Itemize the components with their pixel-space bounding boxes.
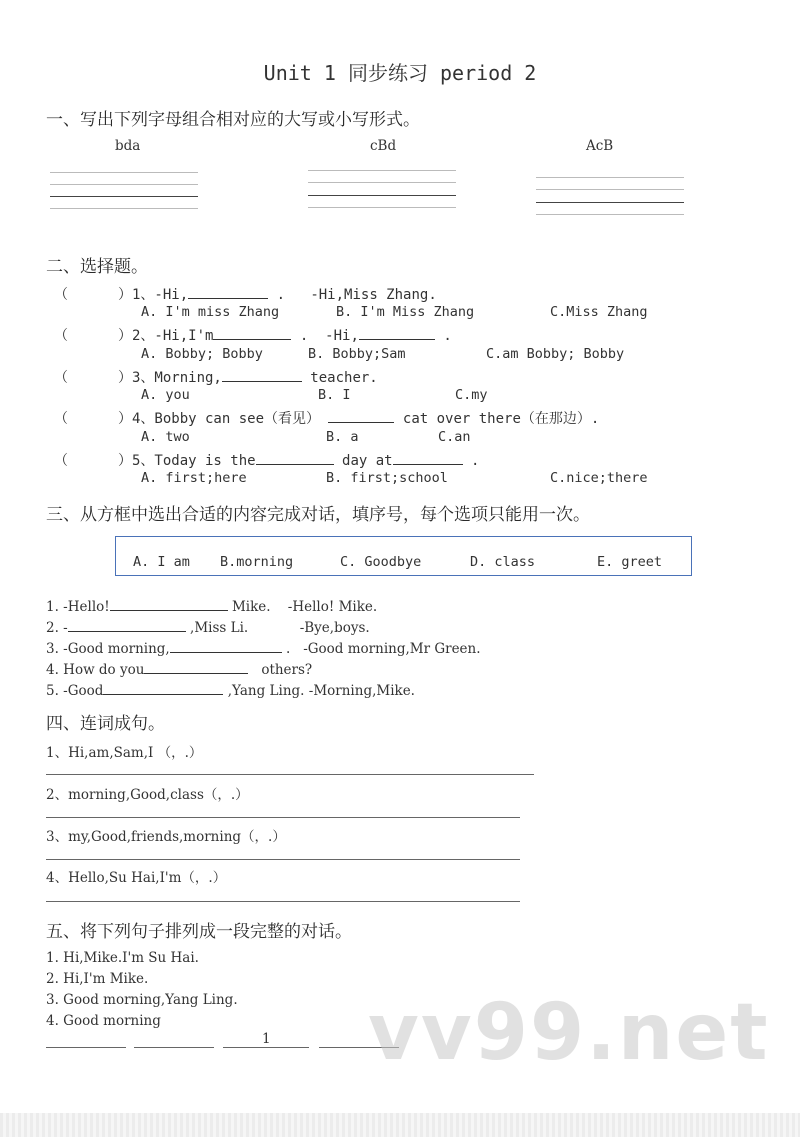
dialogue-5: 5. -Good ,Yang Ling. -Morning,Mike. bbox=[46, 680, 415, 699]
option-1b: B. I'm Miss Zhang bbox=[336, 304, 475, 320]
question-3: ）3、Morning, teacher. bbox=[118, 367, 378, 387]
option-3c: C.my bbox=[455, 387, 488, 403]
word-bank-a: A. I am bbox=[133, 554, 190, 570]
blank[interactable] bbox=[68, 617, 186, 632]
page-title: Unit 1 同步练习 period 2 bbox=[263, 61, 537, 85]
blank[interactable] bbox=[328, 408, 394, 423]
blank[interactable] bbox=[256, 450, 334, 465]
blank[interactable] bbox=[110, 596, 228, 611]
word-bank-e: E. greet bbox=[597, 554, 663, 570]
order-blank-3[interactable] bbox=[223, 1047, 309, 1048]
letter-group-1: bda bbox=[115, 138, 141, 154]
dialogue-2: 2. - ,Miss Li. -Bye,boys. bbox=[46, 617, 370, 636]
option-3b: B. I bbox=[318, 387, 351, 403]
blank[interactable] bbox=[170, 638, 282, 653]
word-bank-c: C. Goodbye bbox=[340, 554, 422, 570]
dialogue-sentence-4: 4. Good morning bbox=[46, 1013, 161, 1029]
watermark: vv99.net bbox=[368, 988, 770, 1078]
section5-heading: 五、将下列句子排列成一段完整的对话。 bbox=[46, 922, 352, 942]
option-2a: A. Bobby; Bobby bbox=[141, 346, 263, 362]
answer-paren-2[interactable]: （ bbox=[54, 328, 68, 344]
blank[interactable] bbox=[213, 325, 291, 340]
order-answer-first: 1 bbox=[262, 1031, 271, 1047]
option-3a: A. you bbox=[141, 387, 190, 403]
letter-group-2: cBd bbox=[370, 138, 397, 154]
option-5c: C.nice;there bbox=[550, 470, 648, 486]
dialogue-1: 1. -Hello! Mike. -Hello! Mike. bbox=[46, 596, 377, 615]
dialogue-3: 3. -Good morning, . -Good morning,Mr Green. bbox=[46, 638, 481, 657]
option-5a: A. first;here bbox=[141, 470, 247, 486]
answer-paren-1[interactable]: （ bbox=[54, 287, 68, 303]
word-bank-d: D. class bbox=[470, 554, 536, 570]
answer-paren-4[interactable]: （ bbox=[54, 411, 68, 427]
question-1: ）1、-Hi, . -Hi,Miss Zhang. bbox=[118, 284, 437, 304]
dialogue-sentence-2: 2. Hi,I'm Mike. bbox=[46, 971, 149, 987]
option-5b: B. first;school bbox=[326, 470, 448, 486]
option-1a: A. I'm miss Zhang bbox=[141, 304, 280, 320]
section4-heading: 四、连词成句。 bbox=[46, 714, 165, 734]
order-blank-2[interactable] bbox=[134, 1047, 214, 1048]
order-blank-1[interactable] bbox=[46, 1047, 126, 1048]
option-4b: B. a bbox=[326, 429, 359, 445]
question-2: ）2、-Hi,I'm . -Hi, . bbox=[118, 325, 452, 345]
option-4c: C.an bbox=[438, 429, 471, 445]
blank[interactable] bbox=[188, 284, 268, 299]
blank[interactable] bbox=[103, 680, 223, 695]
option-1c: C.Miss Zhang bbox=[550, 304, 648, 320]
dialogue-4: 4. How do you others? bbox=[46, 659, 312, 678]
word-order-3: 3、my,Good,friends,morning（，.） bbox=[46, 829, 286, 845]
answer-line-2[interactable] bbox=[46, 817, 520, 818]
blank[interactable] bbox=[393, 450, 463, 465]
question-5: ）5、Today is the day at . bbox=[118, 450, 479, 470]
blank[interactable] bbox=[359, 325, 435, 340]
question-4: ）4、Bobby can see（看见） cat over there（在那边）. bbox=[118, 408, 599, 428]
option-2c: C.am Bobby; Bobby bbox=[486, 346, 625, 362]
section3-heading: 三、从方框中选出合适的内容完成对话，填序号，每个选项只能用一次。 bbox=[46, 505, 590, 525]
word-bank-b: B.morning bbox=[220, 554, 294, 570]
answer-line-1[interactable] bbox=[46, 774, 534, 775]
letter-group-3: AcB bbox=[586, 138, 614, 154]
option-2b: B. Bobby;Sam bbox=[308, 346, 406, 362]
option-4a: A. two bbox=[141, 429, 190, 445]
dialogue-sentence-3: 3. Good morning,Yang Ling. bbox=[46, 992, 238, 1008]
section2-heading: 二、选择题。 bbox=[46, 257, 148, 277]
word-order-2: 2、morning,Good,class（，.） bbox=[46, 787, 249, 803]
answer-paren-5[interactable]: （ bbox=[54, 453, 68, 469]
dialogue-sentence-1: 1. Hi,Mike.I'm Su Hai. bbox=[46, 950, 199, 966]
answer-line-4[interactable] bbox=[46, 901, 520, 902]
blank[interactable] bbox=[144, 659, 248, 674]
blank[interactable] bbox=[222, 367, 302, 382]
answer-paren-3[interactable]: （ bbox=[54, 370, 68, 386]
word-order-1: 1、Hi,am,Sam,I （，.） bbox=[46, 745, 203, 761]
section1-heading: 一、写出下列字母组合相对应的大写或小写形式。 bbox=[46, 110, 420, 130]
footer-strip bbox=[0, 1113, 800, 1137]
word-order-4: 4、Hello,Su Hai,I'm（，.） bbox=[46, 870, 227, 886]
answer-line-3[interactable] bbox=[46, 859, 520, 860]
